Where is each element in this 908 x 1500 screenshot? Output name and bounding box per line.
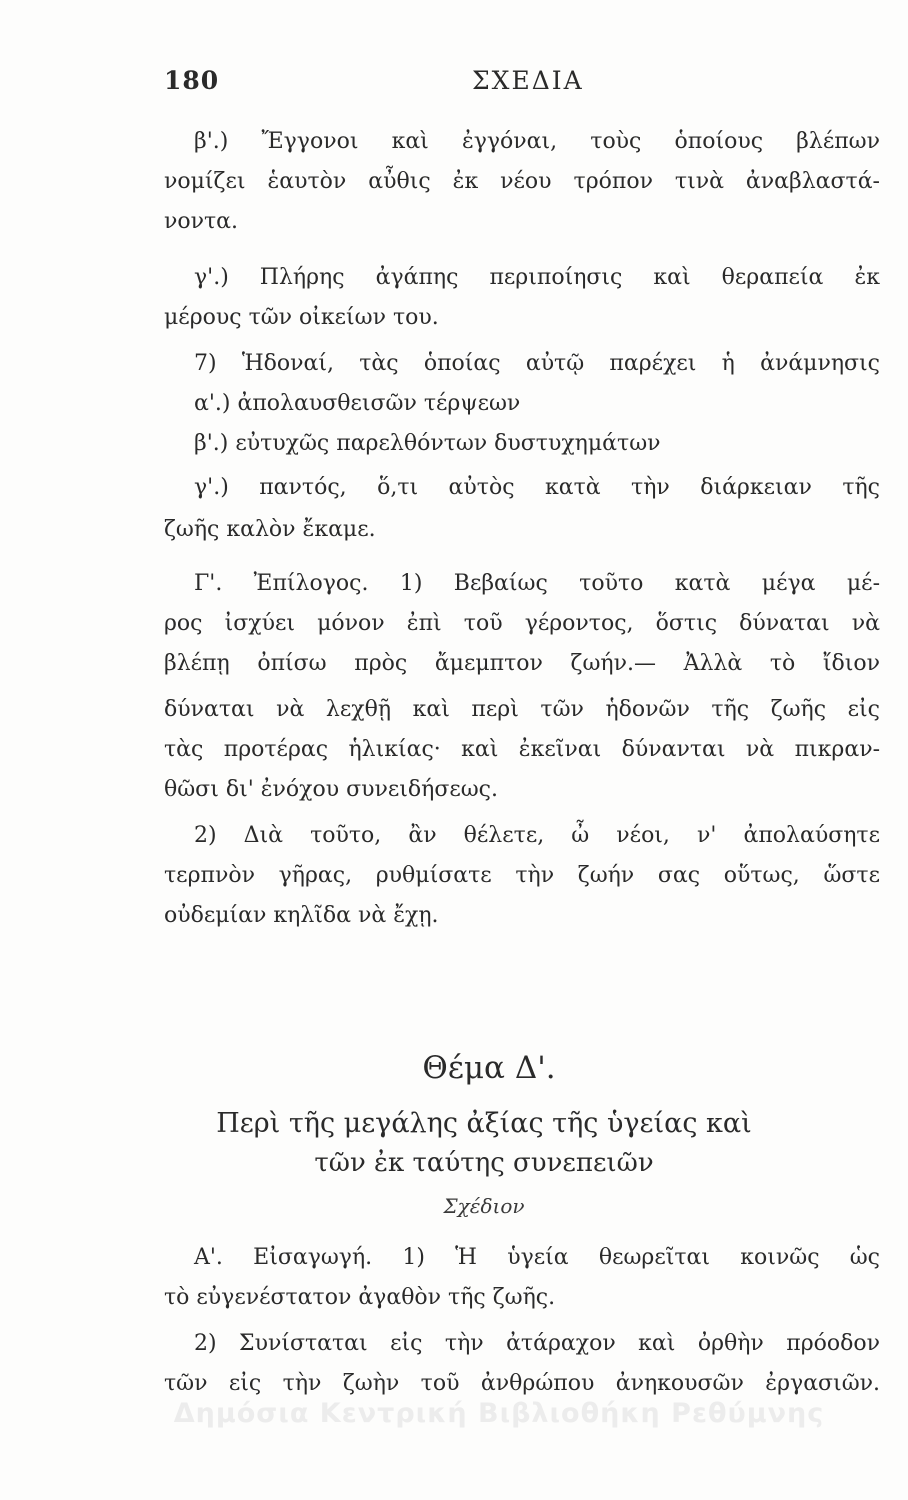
text-line: τὰς προτέρας ἡλικίας· καὶ ἐκεῖναι δύνανται νὰ πικραν- <box>164 737 880 762</box>
text-line: θῶσι δι' ἐνόχου συνειδήσεως. <box>164 777 498 802</box>
text-line: τερπνὸν γῆρας, ρυθμίσατε τὴν ζωήν σας οὕτως, ὥστε <box>164 863 880 888</box>
section-line: Α'. Εἰσαγωγή. 1) Ἡ ὑγεία θεωρεῖται κοινῶς ὡς <box>194 1245 880 1270</box>
text-line: Γ'. Ἐπίλογος. 1) Βεβαίως τοῦτο κατὰ μέγα μέ- <box>194 571 880 596</box>
text-line: γ'.) παντός, ὅ,τι αὐτὸς κατὰ τὴν διάρκειαν τῆς <box>194 475 880 500</box>
library-watermark: Δημόσια Κεντρική Βιβλιοθήκη Ρεθύμνης <box>173 1398 825 1429</box>
theme-heading: Θέμα Δ'. <box>422 1050 556 1086</box>
theme-subheading: Σχέδιον <box>443 1194 525 1218</box>
text-line: μέρους τῶν οἰκείων του. <box>164 305 439 330</box>
text-line: α'.) ἀπολαυσθεισῶν τέρψεων <box>194 391 521 416</box>
text-line: δύναται νὰ λεχθῇ καὶ περὶ τῶν ἡδονῶν τῆς ζωῆς εἰς <box>164 697 880 722</box>
running-title: ΣΧΕΔΙΑ <box>472 66 584 95</box>
text-line: 2) Διὰ τοῦτο, ἂν θέλετε, ὦ νέοι, ν' ἀπολαύσητε <box>194 823 880 848</box>
theme-title-line-1: Περὶ τῆς μεγάλης ἀξίας τῆς ὑγείας καὶ <box>216 1108 752 1139</box>
text-line: νοντα. <box>164 209 239 234</box>
text-line: βλέπῃ ὀπίσω πρὸς ἄμεμπτον ζωήν.— Ἀλλὰ τὸ ἴδιον <box>164 651 880 676</box>
text-line: οὐδεμίαν κηλῖδα νὰ ἔχῃ. <box>164 903 439 928</box>
section-line: τὸ εὐγενέστατον ἀγαθὸν τῆς ζωῆς. <box>164 1285 556 1310</box>
page-header <box>164 66 884 106</box>
text-line: ρος ἰσχύει μόνον ἐπὶ τοῦ γέροντος, ὅστις δύναται νὰ <box>164 611 880 636</box>
text-line: ζωῆς καλὸν ἔκαμε. <box>164 517 376 542</box>
text-line: β'.) Ἔγγονοι καὶ ἐγγόναι, τοὺς ὁποίους βλέπων <box>194 129 880 154</box>
text-line: β'.) εὐτυχῶς παρελθόντων δυστυχημάτων <box>194 431 661 456</box>
text-line: νομίζει ἑαυτὸν αὖθις ἐκ νέου τρόπον τινὰ ἀναβλαστά- <box>164 169 880 194</box>
theme-title-line-2: τῶν ἐκ ταύτης συνεπειῶν <box>314 1148 654 1178</box>
page-number: 180 <box>164 66 220 95</box>
section-line: 2) Συνίσταται εἰς τὴν ἀτάραχον καὶ ὀρθὴν πρόοδον <box>194 1331 880 1356</box>
text-line: γ'.) Πλήρης ἀγάπης περιποίησις καὶ θεραπεία ἐκ <box>194 265 880 290</box>
text-line: 7) Ἡδοναί, τὰς ὁποίας αὐτῷ παρέχει ἡ ἀνάμνησις <box>194 351 880 376</box>
section-line: τῶν εἰς τὴν ζωὴν τοῦ ἀνθρώπου ἀνηκουσῶν ἐργασιῶν. <box>164 1371 880 1396</box>
